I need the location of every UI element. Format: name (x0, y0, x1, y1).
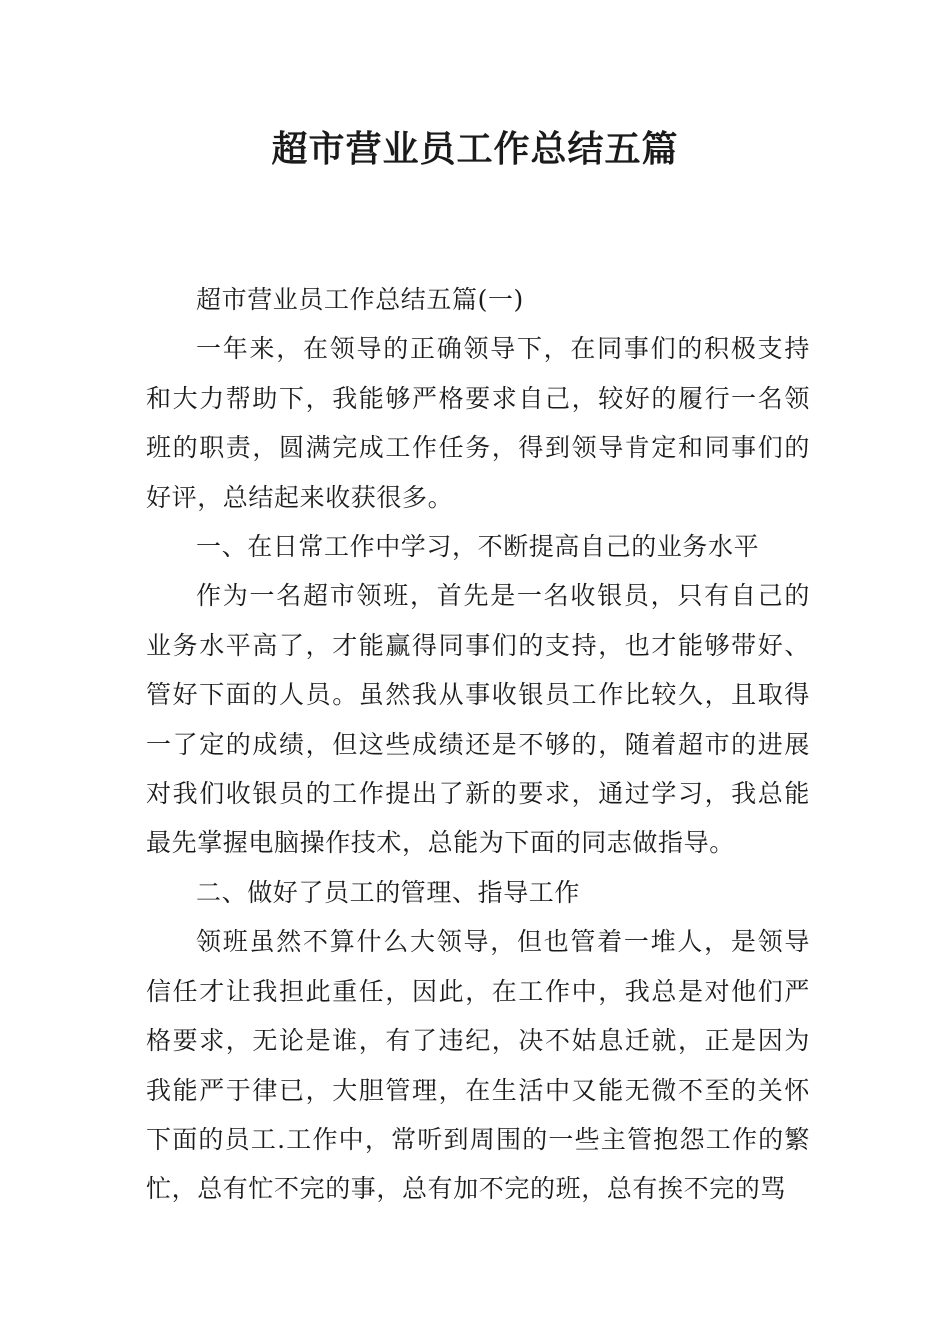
section-heading: 超市营业员工作总结五篇(一) (196, 285, 524, 314)
section-heading: 一、在日常工作中学习，不断提高自己的业务水平 (196, 532, 760, 562)
document-body (146, 275, 810, 1214)
document-title: 超市营业员工作总结五篇 (271, 129, 679, 170)
body-paragraph: 一年来，在领导的正确领导下，在同事们的积极支持和大力帮助下，我能够严格要求自己，较好的履行一名领班的职责，圆满完成工作任务，得到领导肯定和同事们的好评，总结起来收获很多。 (146, 334, 810, 512)
body-paragraph: 作为一名超市领班，首先是一名收银员，只有自己的业务水平高了，才能赢得同事们的支持，也才能够带好、管好下面的人员。虽然我从事收银员工作比较久，且取得一了定的成绩，但这些成绩还是不够的，随着超市的进展对我们收银员的工作提出了新的要求，通过学习，我总能最先掌握电脑操作技术，总能为下面的同志做指导。 (146, 581, 810, 858)
section-heading: 二、做好了员工的管理、指导工作 (196, 877, 581, 907)
body-paragraph: 领班虽然不算什么大领导，但也管着一堆人，是领导信任才让我担此重任，因此，在工作中，我总是对他们严格要求，无论是谁，有了违纪，决不姑息迁就，正是因为我能严于律已，大胆管理，在生活中又能无微不至的关怀下面的员工.工作中，常听到周围的一些主管抱怨工作的繁忙，总有忙不完的事，总有加不完的班，总有挨不完的骂 (146, 927, 810, 1204)
